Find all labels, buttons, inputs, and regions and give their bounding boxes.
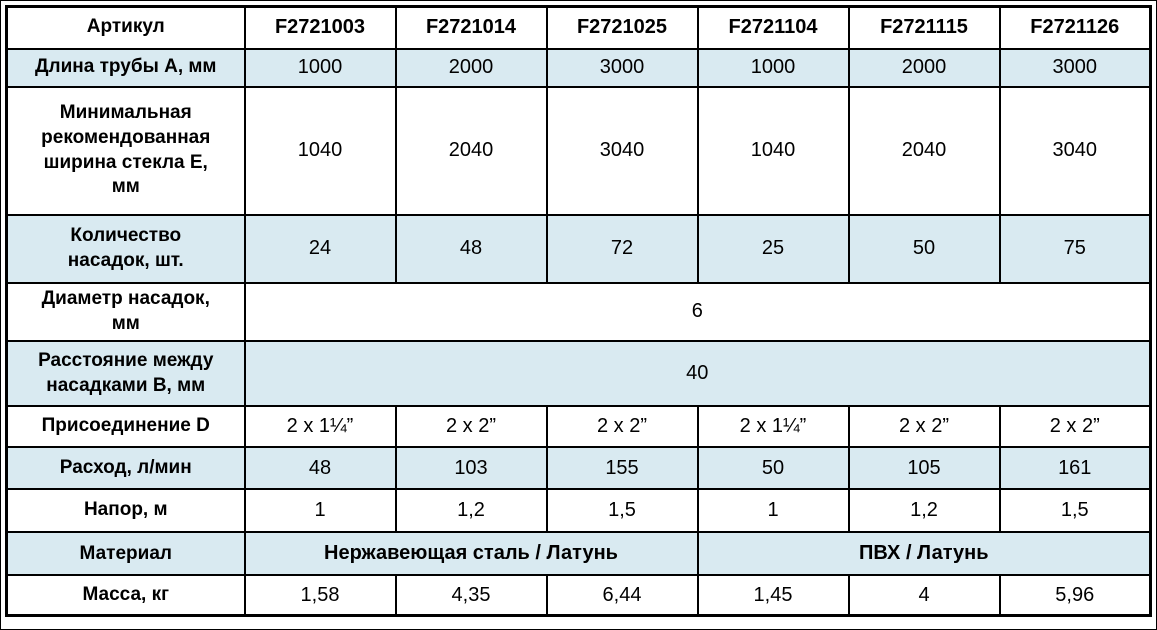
cell-material-left: Нержавеющая сталь / Латунь	[245, 532, 698, 575]
header-label-article: Артикул	[7, 7, 245, 49]
cell-value: 2 x 2”	[547, 406, 698, 447]
article-number: F2721126	[1000, 7, 1151, 49]
cell-value: 50	[849, 215, 1000, 283]
row-connection	[7, 406, 1151, 447]
cell-value: 48	[245, 447, 396, 489]
cell-value: 3000	[547, 49, 698, 87]
row-head	[7, 489, 1151, 532]
cell-value: 2 x 1¼”	[698, 406, 849, 447]
cell-value-merged: 40	[245, 341, 1151, 406]
article-number: F2721014	[396, 7, 547, 49]
cell-value: 1,2	[396, 489, 547, 532]
article-number: F2721115	[849, 7, 1000, 49]
cell-value: 75	[1000, 215, 1151, 283]
cell-value: 25	[698, 215, 849, 283]
row-label: Масса, кг	[7, 575, 245, 615]
cell-value: 1,5	[547, 489, 698, 532]
row-pipe-length	[7, 49, 1151, 87]
cell-value: 24	[245, 215, 396, 283]
cell-value: 6,44	[547, 575, 698, 615]
row-flow-rate	[7, 447, 1151, 489]
header-row	[7, 7, 1151, 49]
cell-value: 2000	[849, 49, 1000, 87]
row-label: Присоединение D	[7, 406, 245, 447]
row-nozzle-count	[7, 215, 1151, 283]
cell-value: 1,58	[245, 575, 396, 615]
article-number: F2721025	[547, 7, 698, 49]
cell-value: 1	[698, 489, 849, 532]
cell-value: 1,5	[1000, 489, 1151, 532]
cell-value: 105	[849, 447, 1000, 489]
cell-value: 4,35	[396, 575, 547, 615]
row-mass	[7, 575, 1151, 615]
row-label: Минимальная рекомендованная ширина стекла Е, мм	[7, 87, 245, 215]
cell-value: 2 x 2”	[849, 406, 1000, 447]
row-label: Расход, л/мин	[7, 447, 245, 489]
cell-value: 2 x 2”	[1000, 406, 1151, 447]
cell-value: 1000	[698, 49, 849, 87]
row-nozzle-diameter	[7, 283, 1151, 341]
cell-value: 103	[396, 447, 547, 489]
row-label: Количество насадок, шт.	[7, 215, 245, 283]
cell-value: 155	[547, 447, 698, 489]
cell-value: 3040	[1000, 87, 1151, 215]
row-min-glass-width	[7, 87, 1151, 215]
cell-value: 2 x 1¼”	[245, 406, 396, 447]
cell-material-right: ПВХ / Латунь	[698, 532, 1151, 575]
row-label: Длина трубы А, мм	[7, 49, 245, 87]
cell-value: 1,45	[698, 575, 849, 615]
cell-value: 2 x 2”	[396, 406, 547, 447]
cell-value: 1040	[698, 87, 849, 215]
cell-value: 1	[245, 489, 396, 532]
article-number: F2721003	[245, 7, 396, 49]
row-material	[7, 532, 1151, 575]
cell-value: 3000	[1000, 49, 1151, 87]
cell-value: 5,96	[1000, 575, 1151, 615]
cell-value: 50	[698, 447, 849, 489]
cell-value: 48	[396, 215, 547, 283]
cell-value: 1040	[245, 87, 396, 215]
cell-value: 2000	[396, 49, 547, 87]
cell-value: 2040	[849, 87, 1000, 215]
cell-value: 1,2	[849, 489, 1000, 532]
article-number: F2721104	[698, 7, 849, 49]
cell-value: 3040	[547, 87, 698, 215]
row-label: Диаметр насадок, мм	[7, 283, 245, 341]
product-spec-table	[5, 5, 1152, 617]
row-label: Напор, м	[7, 489, 245, 532]
cell-value: 4	[849, 575, 1000, 615]
cell-value: 161	[1000, 447, 1151, 489]
row-label: Материал	[7, 532, 245, 575]
row-label: Расстояние между насадками В, мм	[7, 341, 245, 406]
cell-value: 72	[547, 215, 698, 283]
row-nozzle-spacing	[7, 341, 1151, 406]
cell-value-merged: 6	[245, 283, 1151, 341]
cell-value: 1000	[245, 49, 396, 87]
cell-value: 2040	[396, 87, 547, 215]
